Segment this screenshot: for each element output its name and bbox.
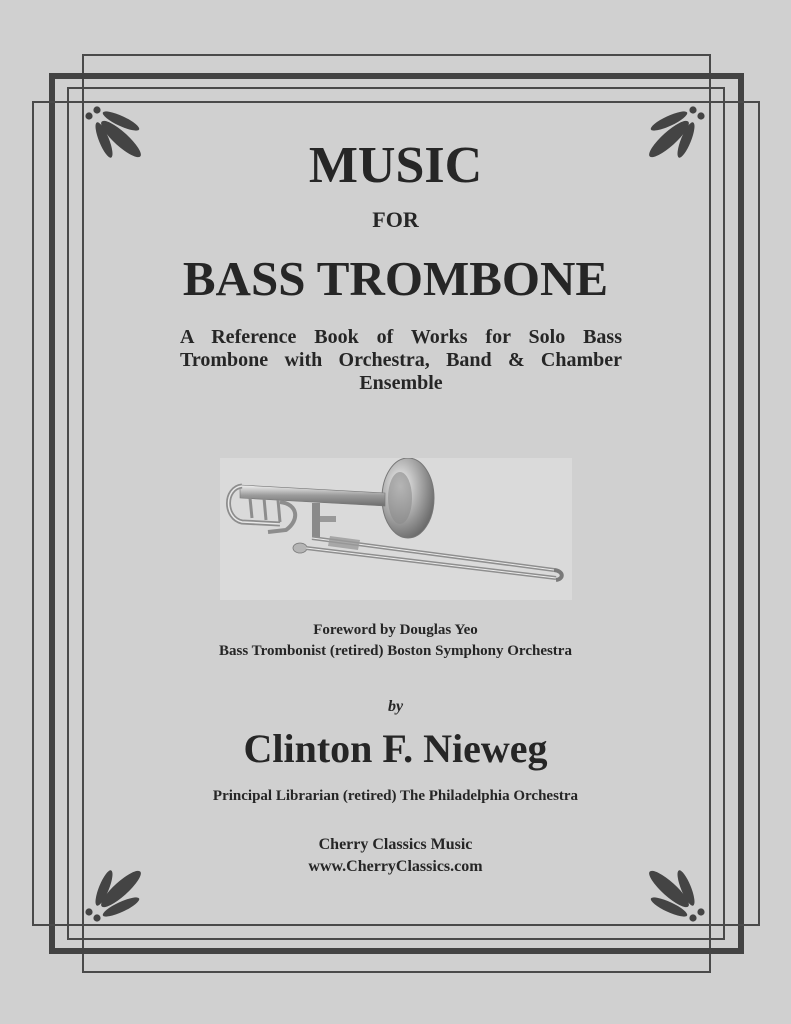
publisher-block [0,834,791,878]
title-bass-trombone: BASS TROMBONE [182,251,609,306]
foreword-by: Foreword by Douglas Yeo [313,622,478,638]
subtitle-line-3: Ensemble [359,372,443,394]
title-for: FOR [372,207,419,232]
publisher-website: www.CherryClassics.com [308,858,483,875]
publisher-name: Cherry Classics Music [318,836,473,853]
title-music: MUSIC [308,137,483,194]
foreword [0,620,791,662]
subtitle-line-2: Trombone with Orchestra, Band & Chamber [180,349,622,371]
author-name: Clinton F. Nieweg [243,726,548,771]
subtitle [180,326,622,395]
subtitle-line-1: A Reference Book of Works for Solo Bass [180,326,622,348]
bass-trombone-image [220,458,572,600]
author-role: Principal Librarian (retired) The Philadelphia Orchestra [212,788,579,804]
by-label: by [387,698,404,715]
foreword-credentials: Bass Trombonist (retired) Boston Symphony Orchestra [219,643,572,659]
